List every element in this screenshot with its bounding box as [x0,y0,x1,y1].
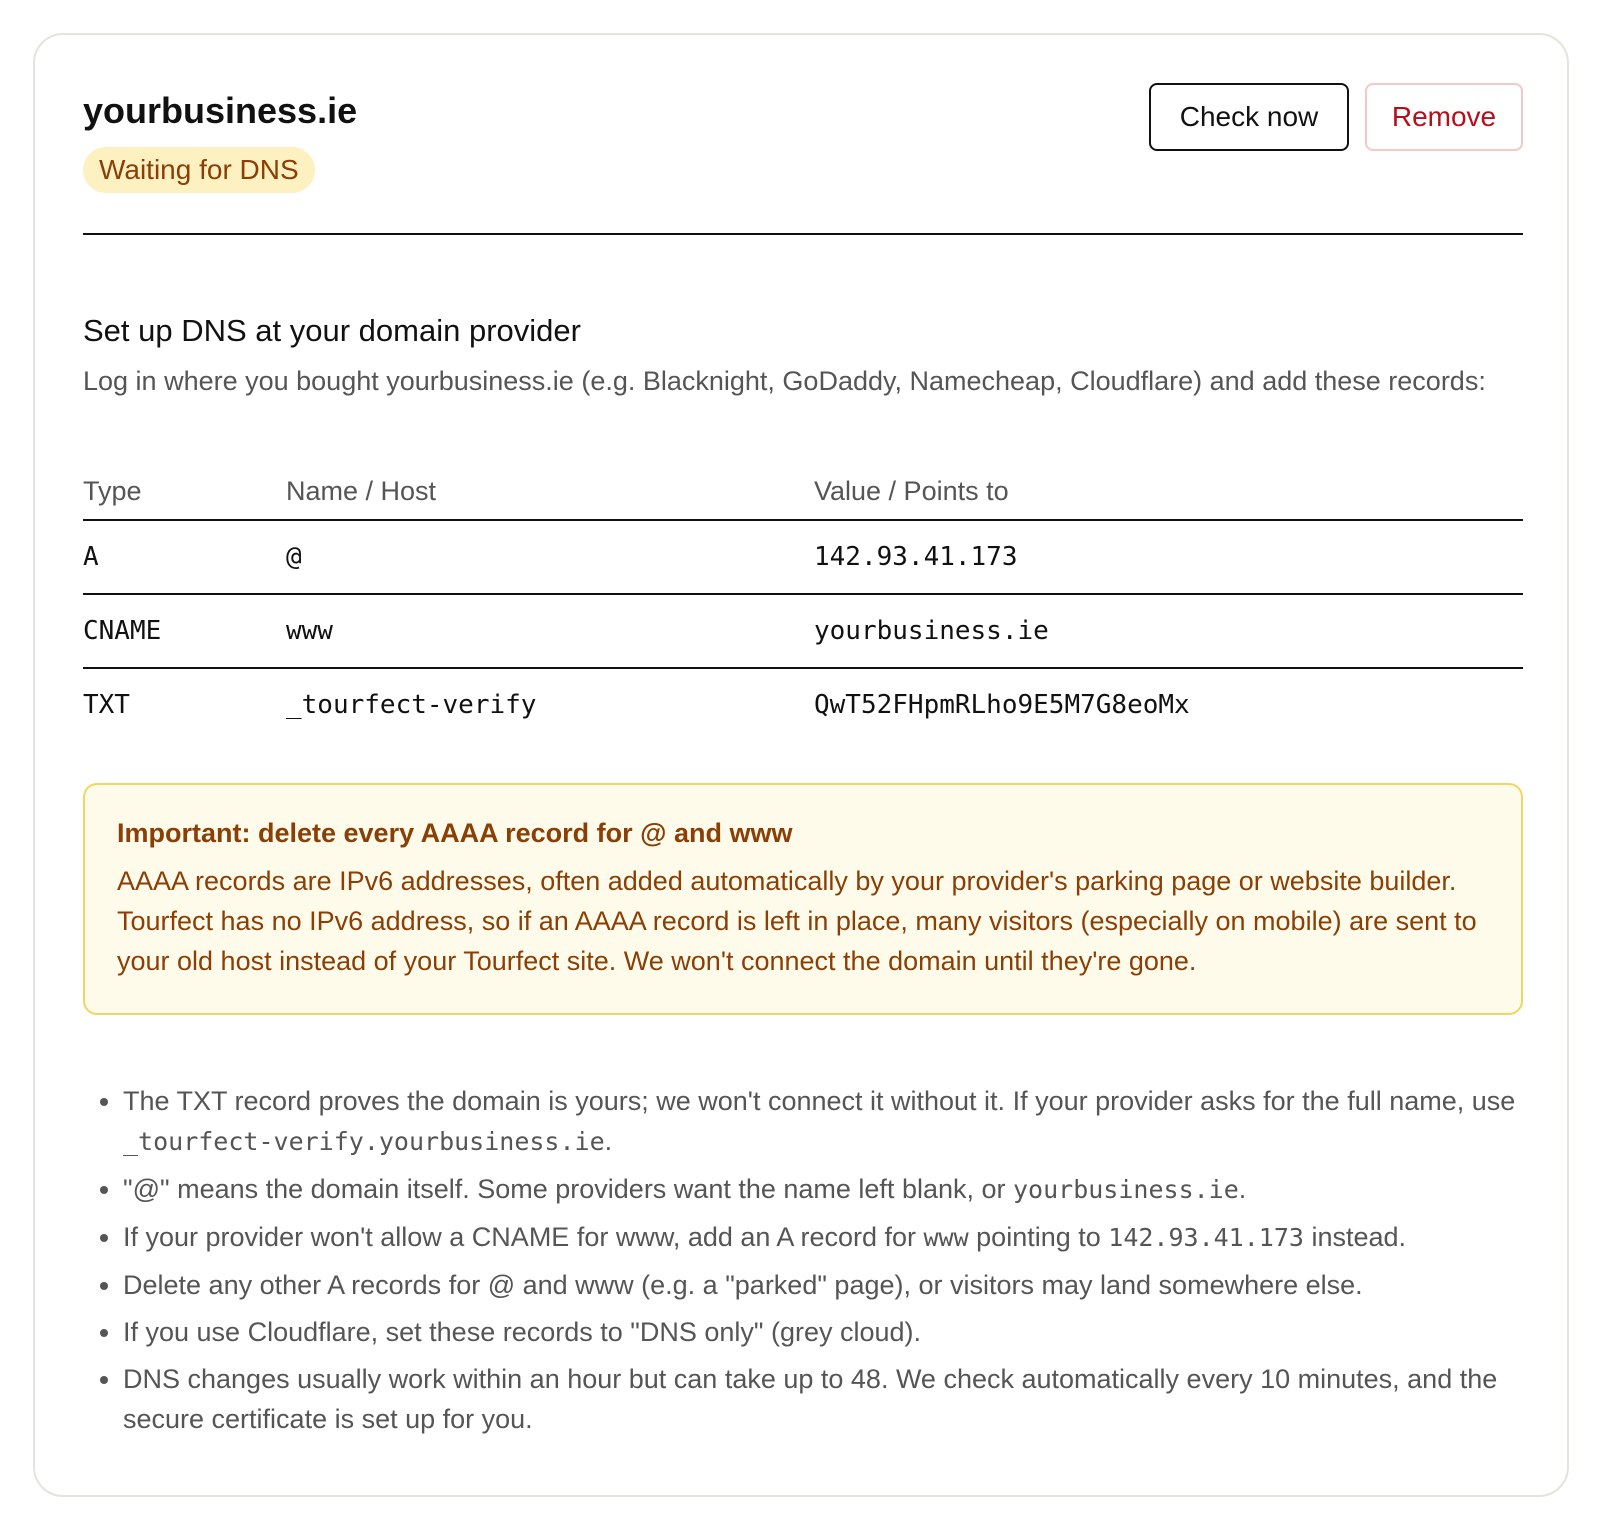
note-text: Delete any other A records for @ and www (e.g. a "parked" page), or visitors may land somewhere else. [123,1270,1363,1300]
record-name: @ [286,520,814,594]
record-value: QwT52FHpmRLho9E5M7G8eoMx [814,690,1190,720]
record-type: TXT [83,690,130,720]
list-item [123,1169,1523,1210]
note-text: The TXT record proves the domain is yours; we won't connect it without it. If your provider asks for the full name, use [123,1086,1516,1116]
dns-notes-list [83,1081,1523,1446]
note-text: "@" means the domain itself. Some providers want the name left blank, or [123,1174,1013,1204]
domain-header [83,83,1523,235]
list-item [123,1359,1523,1439]
header-value: Value / Points to [814,463,1523,520]
list-item [123,1217,1523,1258]
status-badge: Waiting for DNS [83,147,315,193]
check-now-button[interactable]: Check now [1149,83,1349,151]
record-name: _tourfect-verify [286,690,537,720]
note-code: 142.93.41.173 [1108,1223,1304,1252]
warning-body: AAAA records are IPv6 addresses, often added automatically by your provider's parking page or website builder. Tourfect has no IPv6 address, so if an AAAA record is left in place, many visitors (especially on mobile) are sent to your old host instead of your Tourfect site. We won't connect the domain until they're gone. [117,866,1477,976]
note-text: DNS changes usually work within an hour but can take up to 48. We check automatically every 10 minutes, and the secure certificate is set up for you. [123,1364,1498,1434]
list-item [123,1312,1523,1352]
note-code: www [923,1223,969,1252]
note-text: . [1238,1174,1247,1204]
header-type: Type [83,463,286,520]
warning-title: Important: delete every AAAA record for @ and www [117,818,793,848]
section-title: Set up DNS at your domain provider [83,313,581,348]
note-code: _tourfect-verify.yourbusiness.ie [123,1127,605,1156]
record-name: www [286,594,814,668]
aaaa-warning-box [83,783,1523,1015]
note-text: instead. [1303,1222,1407,1252]
record-value: 142.93.41.173 [814,520,1523,594]
domain-card [33,33,1569,1497]
note-text: If you use Cloudflare, set these records to "DNS only" (grey cloud). [123,1317,922,1347]
record-type: CNAME [83,594,286,668]
remove-button[interactable]: Remove [1365,83,1523,151]
table-row [83,668,1523,741]
header-name: Name / Host [286,463,814,520]
record-type: A [83,520,286,594]
record-value: yourbusiness.ie [814,594,1523,668]
header-actions [1149,83,1523,151]
dns-records-table [83,463,1523,741]
list-item [123,1081,1523,1162]
list-item [123,1265,1523,1305]
intro-text: Log in where you bought yourbusiness.ie (e.g. Blacknight, GoDaddy, Namecheap, Cloudflare) and add these records: [83,366,1486,396]
table-header-row [83,463,1523,520]
domain-name: yourbusiness.ie [83,90,358,131]
note-text: pointing to [968,1222,1109,1252]
table-row [83,520,1523,594]
card-content [83,83,1523,1434]
note-text: If your provider won't allow a CNAME for www, add an A record for [123,1222,924,1252]
note-code: yourbusiness.ie [1013,1175,1239,1204]
note-text: . [604,1126,613,1156]
table-row [83,594,1523,668]
